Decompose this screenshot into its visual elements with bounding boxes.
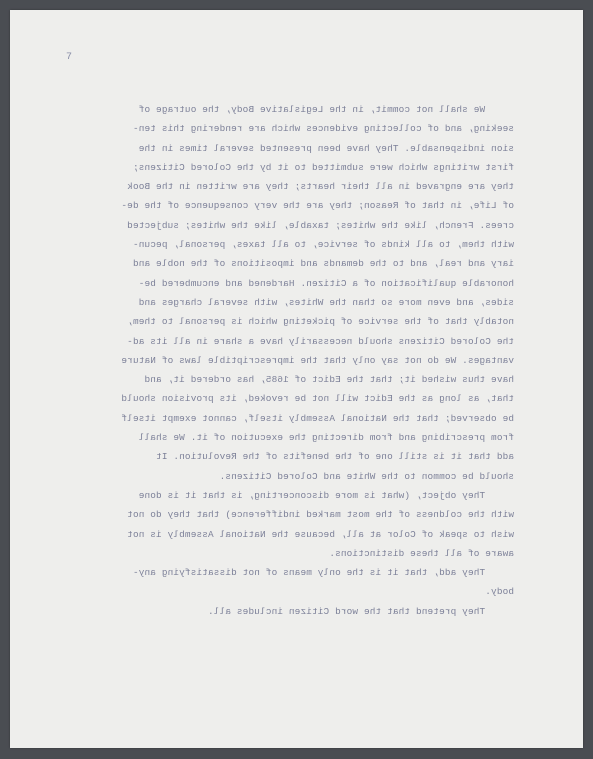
text-line: be observed; that the National Assembly itself, cannot exempt itself <box>121 412 514 424</box>
text-line: They pretend that the word Citizen includes all. <box>207 605 514 617</box>
mirrored-typed-text <box>90 100 514 621</box>
text-line: crees. French, like the whites; taxable, like the whites; subjected <box>127 219 514 231</box>
page-number: 7 <box>66 52 73 63</box>
text-line: add that it is still one of the benefits of the Revolution. It <box>155 451 514 463</box>
text-line: They add, that it is the only means of not dissatisfying any- <box>132 567 514 579</box>
text-line: aware of all these distinctions. <box>329 547 514 559</box>
text-line: They object, (what is more disconcerting, is that it is done <box>138 489 514 501</box>
text-line: should be common to the White and Colored Citizens. <box>219 470 514 482</box>
text-line: iary and real, and to the demands and impositions of the noble and <box>132 258 514 270</box>
text-line: vantages. We do not say only that the imprescriptible laws of Nature <box>121 354 514 366</box>
text-line: the Colored Citizens should necessarily have a share in all its ad- <box>127 335 514 347</box>
text-line: sion indispensable. They have been presented several times in the <box>138 142 514 154</box>
text-line: first writings which were submitted to it by the Colored Citizens; <box>132 161 514 173</box>
text-line: We shall not commit, in the Legislative Body, the outrage of <box>138 104 514 115</box>
text-line: with the coldness of the most marked indifference) that they do not <box>127 509 514 521</box>
text-line: they are engraved in all their hearts; they are written in the Book <box>127 181 514 193</box>
text-line: have thus wished it; that the Edict of 1685, has ordered it, and <box>144 374 514 386</box>
text-line: seeking, and of collecting evidences which are rendering this ten- <box>132 123 514 135</box>
text-line: body. <box>485 586 514 598</box>
text-line: notably that of the service of picketing which is personal to them, <box>127 316 514 328</box>
text-line: sides, and even more so than the Whites, with several charges and <box>138 296 514 308</box>
text-line: of Life, in that of Reason; they are the very consequence of the de- <box>121 200 514 212</box>
text-line: with them, to all kinds of service, to all taxes, personal, pecun- <box>132 239 514 251</box>
text-line: wish to speak of Color at all, because the National Assembly is not <box>127 528 514 540</box>
text-line: that, as long as the Edict will not be revoked, its provision should <box>121 393 514 405</box>
text-line: honorable qualification of a Citizen. Hardened and encumbered be- <box>138 277 514 289</box>
text-line: from prescribing and from directing the execution of it. We shall <box>138 432 514 444</box>
document-page <box>10 10 583 748</box>
